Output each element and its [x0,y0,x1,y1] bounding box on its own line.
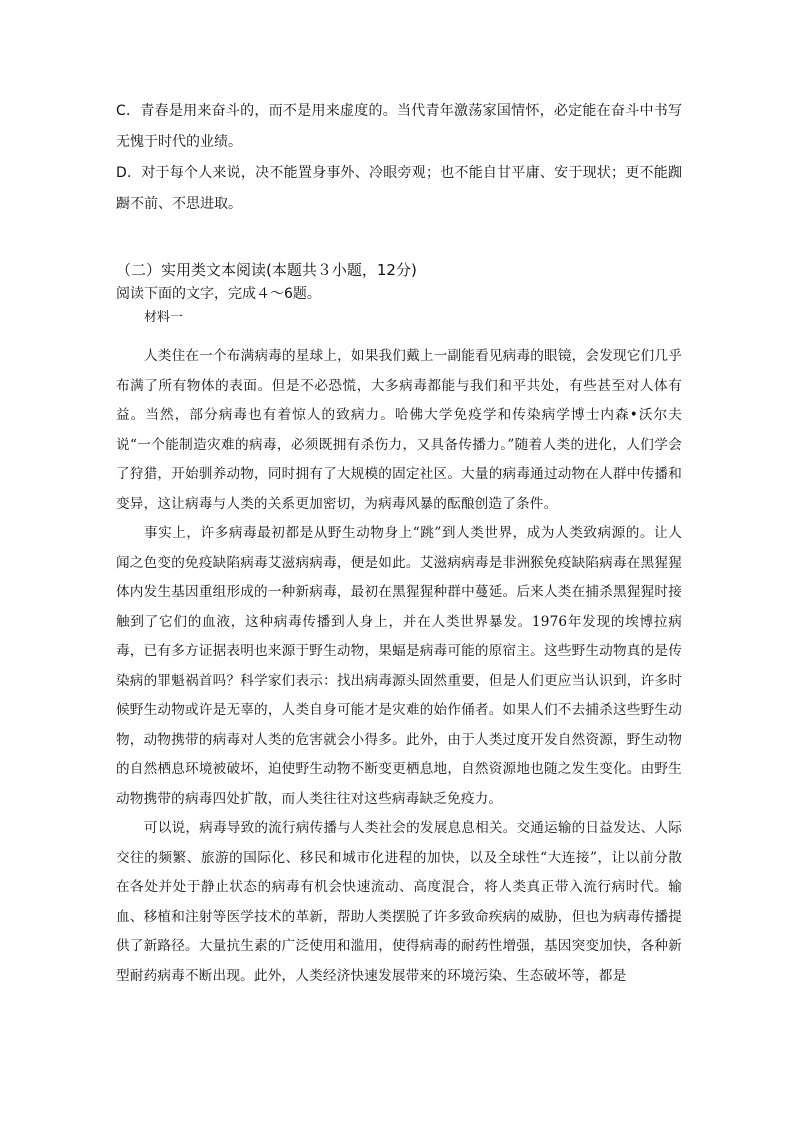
section-header [116,258,682,330]
article-paragraph: 事实上，许多病毒最初都是从野生动物身上“跳”到人类世界，成为人类致病源的。让人闻之色变的免疫缺陷病毒艾滋病病毒，便是如此。艾滋病病毒是非洲猴免疫缺陷病毒在黑猩猩体内发生基因重组形成的一种新病毒，最初在黑猩猩种群中蔓延。后来人类在捕杀黑猩猩时接触到了它们的血液，这种病毒传播到人身上，并在人类世界暴发。1976年发现的埃博拉病毒，已有多方证据表明也来源于野生动物，果蝠是病毒可能的原宿主。这些野生动物真的是传染病的罪魁祸首吗？科学家们表示：找出病毒源头固然重要，但是人们更应当认识到，许多时候野生动物或许是无辜的，人类自身可能才是灾难的始作俑者。如果人们不去捕杀这些野生动物，动物携带的病毒对人类的危害就会小得多。此外，由于人类过度开发自然资源，野生动物的自然栖息环境被破坏，迫使野生动物不断变更栖息地，自然资源地也随之发生变化。由野生动物携带的病毒四处扩散，而人类往往对这些病毒缺乏免疫力。 [116,525,682,807]
option-d: D．对于每个人来说，决不能置身事外、冷眼旁观；也不能自甘平庸、安于现状；更不能踟蹰不前、不思进取。 [116,165,682,212]
article-body [116,342,682,991]
options-block [116,96,682,220]
option-c: C．青春是用来奋斗的，而不是用来虚度的。当代青年激荡家国情怀，必定能在奋斗中书写无愧于时代的业绩。 [116,103,682,150]
section-instruction: 阅读下面的文字，完成４～6题。 [116,286,321,302]
section-heading: （二）实用类文本阅读(本题共３小题，12分) [116,261,417,279]
material-label: 材料一 [144,310,184,325]
article-paragraph: 可以说，病毒导致的流行病传播与人类社会的发展息息相关。交通运输的日益发达、人际交往的频繁、旅游的国际化、移民和城市化进程的加快，以及全球性“大连接”，让以前分散在各处并处于静止状态的病毒有机会快速流动、高度混合，将人类真正带入流行病时代。输血、移植和注射等医学技术的革新，帮助人类摆脱了许多致命疾病的威胁，但也为病毒传播提供了新路径。大量抗生素的广泛使用和滥用，使得病毒的耐药性增强，基因突变加快，各种新型耐药病毒不断出现。此外，人类经济快速发展带来的环境污染、生态破坏等，都是 [116,820,682,984]
article-paragraph: 人类住在一个布满病毒的星球上，如果我们戴上一副能看见病毒的眼镜，会发现它们几乎布满了所有物体的表面。但是不必恐慌，大多病毒都能与我们和平共处，有些甚至对人体有益。当然，部分病毒也有着惊人的致病力。哈佛大学免疫学和传染病学博士内森•沃尔夫说“一个能制造灾难的病毒，必须既拥有杀伤力，又具备传播力。”随着人类的进化，人们学会了狩猎，开始驯养动物，同时拥有了大规模的固定社区。大量的病毒通过动物在人群中传播和变异，这让病毒与人类的关系更加密切，为病毒风暴的酝酿创造了条件。 [116,348,682,512]
